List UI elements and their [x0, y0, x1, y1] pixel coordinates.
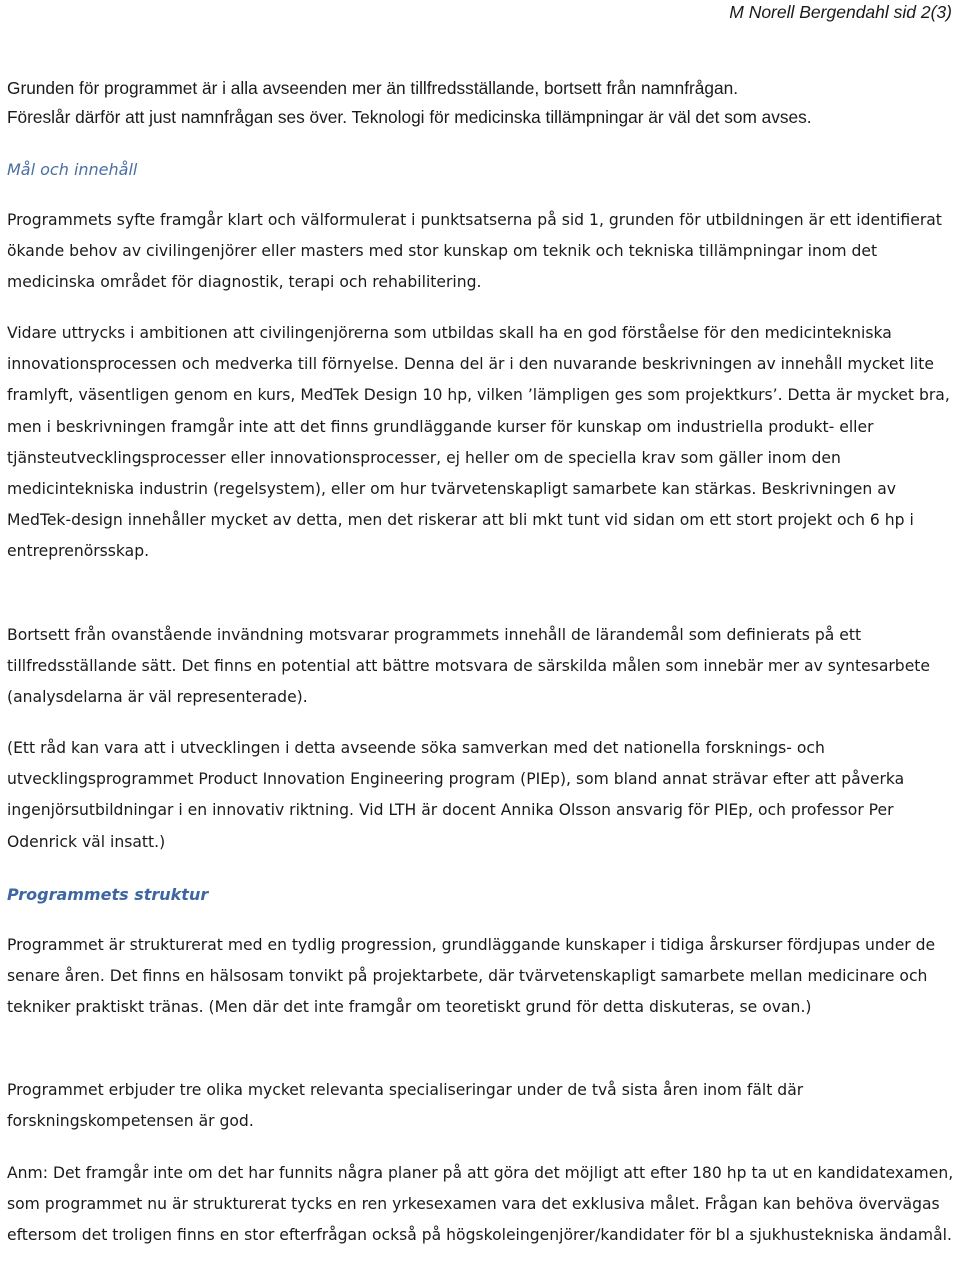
page-header: M Norell Bergendahl sid 2(3)	[729, 2, 952, 22]
paragraph-syfte: Programmets syfte framgår klart och välformulerat i punktsatserna på sid 1, grunden för utbildningen är ett identifierat ökande behov av civilingenjörer eller masters med stor kunskap om teknik och tekniska tillämpningar inom det medicinska området för diagnostik, terapi och rehabilitering.	[7, 211, 942, 292]
paragraph-rad-piep: (Ett råd kan vara att i utvecklingen i detta avseende söka samverkan med det nationella forsknings- och utvecklingsprogrammet Product Innovation Engineering program (PIEp), som bland annat strävar efter att påverka ingenjörsutbildningar i en innovativ riktning. Vid LTH är docent Annika Olsson ansvarig för PIEp, och professor Per Odenrick väl insatt.)	[7, 739, 905, 851]
paragraph-anmarkning: Anm: Det framgår inte om det har funnits några planer på att göra det möjligt att efter 180 hp ta ut en kandidatexamen, som programmet nu är strukturerat tycks en ren yrkesexamen vara det exklusiva målet. Frågan kan behöva övervägas eftersom det troligen finns en stor efterfrågan också på högskoleingenjörer/kandidater för bl a sjukhustekniska ändamål.	[7, 1164, 954, 1245]
section-mal-heading-block	[7, 154, 957, 185]
paragraph-block-4	[7, 733, 957, 858]
paragraph-block-7	[7, 1158, 957, 1252]
paragraph-block-1	[7, 205, 957, 299]
intro-line-2: Föreslår därför att just namnfrågan ses över. Teknologi för medicinska tillämpningar är väl det som avses.	[7, 107, 812, 127]
section-struktur-heading-block	[7, 879, 957, 910]
paragraph-struktur: Programmet är strukturerat med en tydlig progression, grundläggande kunskaper i tidiga årskurser fördjupas under de senare åren. Det finns en hälsosam tonvikt på projektarbete, där tvärvetenskapligt samarbete mellan medicinare och tekniker praktiskt tränas. (Men där det inte framgår om teoretiskt grund för detta diskuteras, se ovan.)	[7, 936, 936, 1017]
section-heading-mal-och-innehall: Mål och innehåll	[7, 160, 138, 179]
paragraph-ambition: Vidare uttrycks i ambitionen att civilingenjörerna som utbildas skall ha en god förståelse för den medicintekniska innovationsprocessen och medverka till förnyelse. Denna del är i den nuvarande beskrivningen av innehåll mycket lite framlyft, väsentligen genom en kurs, MedTek Design 10 hp, vilken ’lämpligen ges som projektkurs’. Detta är mycket bra, men i beskrivningen framgår inte att det finns grundläggande kurser för kunskap om industriella produkt- eller tjänsteutvecklingsprocesser eller innovationsprocesser, ej heller om de speciella krav som gäller inom den medicintekniska industrin (regelsystem), eller om hur tvärvetenskapligt samarbete kan stärkas. Beskrivningen av MedTek-design innehåller mycket av detta, men det riskerar att bli mkt tunt vid sidan om ett stort projekt och 6 hp i entreprenörsskap.	[7, 324, 950, 561]
intro-paragraph	[7, 74, 957, 132]
paragraph-block-3	[7, 620, 957, 714]
paragraph-larandemal: Bortsett från ovanstående invändning motsvarar programmets innehåll de lärandemål som definierats på ett tillfredsställande sätt. Det finns en potential att bättre motsvara de särskilda målen som innebär mer av syntesarbete (analysdelarna är väl representerade).	[7, 626, 931, 707]
paragraph-block-5	[7, 930, 957, 1024]
paragraph-block-6	[7, 1075, 957, 1137]
paragraph-specialiseringar: Programmet erbjuder tre olika mycket relevanta specialiseringar under de två sista åren inom fält där forskningskompetensen är god.	[7, 1081, 804, 1131]
intro-line-1: Grunden för programmet är i alla avseenden mer än tillfredsställande, bortsett från namnfrågan.	[7, 78, 738, 98]
section-heading-programmets-struktur: Programmets struktur	[7, 885, 209, 904]
paragraph-block-2	[7, 318, 957, 568]
